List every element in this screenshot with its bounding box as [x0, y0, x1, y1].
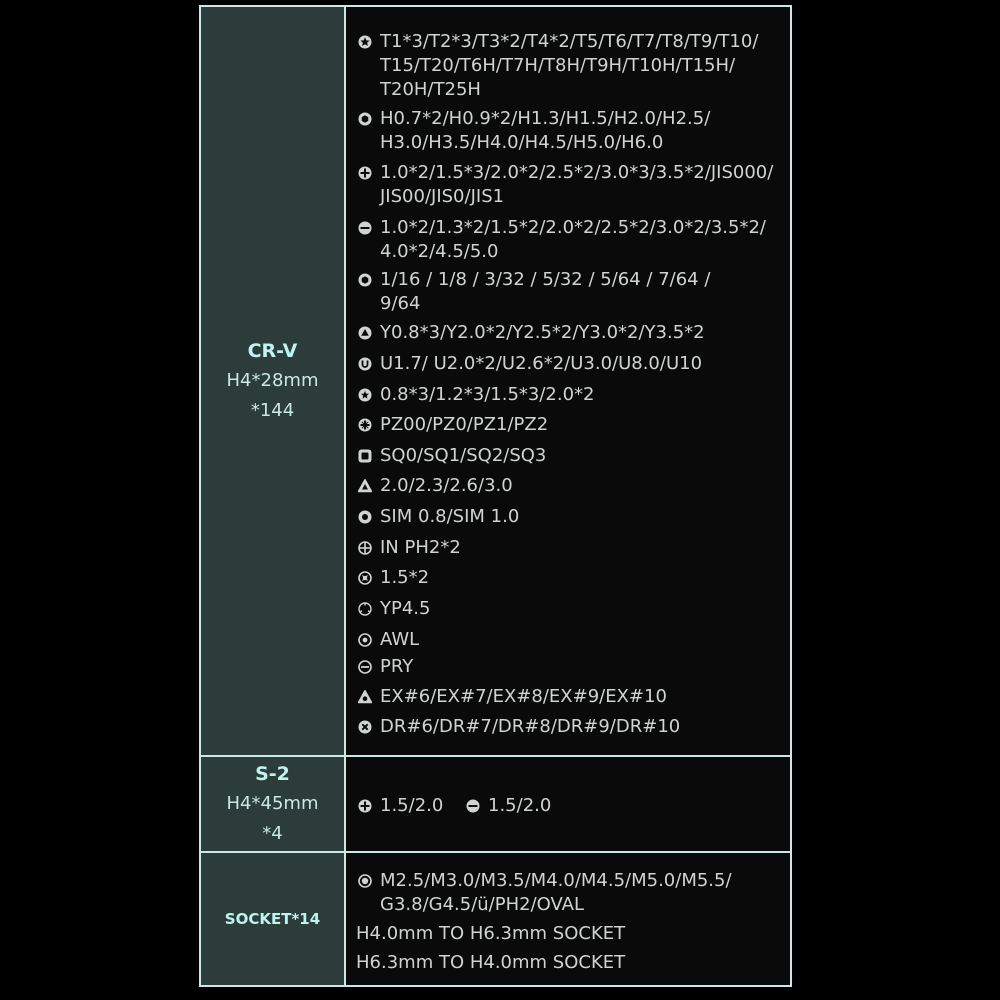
list-item	[358, 655, 413, 679]
socket-icon	[358, 874, 372, 888]
label-cell-s2	[199, 755, 346, 853]
item-text: PRY	[380, 656, 414, 677]
list-item	[358, 628, 419, 652]
list-item	[358, 536, 461, 560]
list-item	[358, 268, 710, 316]
slotted-icon	[358, 221, 372, 235]
table-row-s2	[199, 755, 792, 853]
item-text: DR#6/DR#7/DR#8/DR#9/DR#10	[380, 716, 681, 737]
pry-icon	[358, 660, 372, 674]
row-size: H4*28mm	[226, 370, 319, 391]
item-text: EX#6/EX#7/EX#8/EX#9/EX#10	[380, 686, 667, 707]
item-text: T1*3/T2*3/T3*2/T4*2/T5/T6/T7/T8/T9/T10/ T15/T20/T6H/T7H/T8H/T9H/T10H/T15H/ T20H/T25H	[380, 31, 759, 100]
label-cell-crv	[199, 5, 346, 757]
item-text: 1.5/2.0	[380, 795, 444, 816]
triangle-icon	[358, 479, 372, 493]
item-text: M2.5/M3.0/M3.5/M4.0/M4.5/M5.0/M5.5/ G3.8/G4.5/ü/PH2/OVAL	[380, 870, 732, 915]
row-size: H4*45mm	[226, 793, 319, 814]
list-item	[358, 352, 702, 376]
item-text: 0.8*3/1.2*3/1.5*3/2.0*2	[380, 384, 595, 405]
item-text: 1.0*2/1.3*2/1.5*2/2.0*2/2.5*2/3.0*2/3.5*2/ 4.0*2/4.5/5.0	[380, 217, 766, 262]
list-item	[358, 161, 773, 209]
item-text: 1.0*2/1.5*3/2.0*2/2.5*2/3.0*3/3.5*2/JIS000/ JIS00/JIS0/JIS1	[380, 162, 774, 207]
item-text: 2.0/2.3/2.6/3.0	[380, 475, 513, 496]
phillips-icon	[358, 799, 372, 813]
item-text: 1.5*2	[380, 567, 430, 588]
item-text: U1.7/ U2.0*2/U2.6*2/U3.0/U8.0/U10	[380, 353, 703, 374]
item-text: SQ0/SQ1/SQ2/SQ3	[380, 445, 547, 466]
label-cell-socket	[199, 851, 346, 987]
list-item	[358, 869, 732, 917]
list-item	[358, 505, 519, 529]
item-text: IN PH2*2	[380, 537, 461, 558]
list-item	[358, 321, 705, 345]
item-text: YP4.5	[380, 598, 431, 619]
item-text: AWL	[380, 629, 420, 650]
item-text: Y0.8*3/Y2.0*2/Y2.5*2/Y3.0*2/Y3.5*2	[380, 322, 705, 343]
slotted-icon	[466, 799, 480, 813]
row-heading: SOCKET*14	[224, 910, 321, 928]
table-row-socket	[199, 851, 792, 987]
list-item	[358, 474, 513, 498]
item-text: 1/16 / 1/8 / 3/32 / 5/32 / 5/64 / 7/64 / 9/64	[380, 269, 711, 314]
square-icon	[358, 449, 372, 463]
list-item	[358, 30, 758, 102]
torx-star-icon	[358, 35, 372, 49]
bit-spec-table	[199, 5, 792, 987]
dr-icon	[358, 720, 372, 734]
item-text: SIM 0.8/SIM 1.0	[380, 506, 520, 527]
ex-icon	[358, 690, 372, 704]
list-item	[358, 794, 443, 818]
pozidriv-icon	[358, 418, 372, 432]
list-item	[358, 107, 710, 155]
list-item	[358, 383, 595, 407]
pentalobe-icon	[358, 388, 372, 402]
list-item	[358, 444, 546, 468]
cross-x-icon	[358, 571, 372, 585]
hex-icon	[358, 112, 372, 126]
table-row-crv	[199, 5, 792, 757]
row-heading: CR-V	[247, 340, 298, 362]
content-cell-socket	[344, 851, 792, 987]
u-type-icon	[358, 357, 372, 371]
socket-line: H6.3mm TO H4.0mm SOCKET	[356, 952, 626, 973]
list-item	[358, 685, 667, 709]
row-heading: S-2	[255, 763, 290, 785]
row-count: *4	[262, 823, 283, 844]
list-item	[358, 715, 680, 739]
socket-line: H4.0mm TO H6.3mm SOCKET	[356, 923, 626, 944]
list-item	[358, 413, 548, 437]
list-item	[466, 794, 551, 818]
in-phillips-icon	[358, 541, 372, 555]
list-item	[358, 566, 429, 590]
row-count: *144	[250, 400, 295, 421]
item-text: PZ00/PZ0/PZ1/PZ2	[380, 414, 549, 435]
list-item	[358, 216, 766, 264]
awl-icon	[358, 633, 372, 647]
tri-point-icon	[358, 602, 372, 616]
phillips-icon	[358, 166, 372, 180]
inch-hex-icon	[358, 273, 372, 287]
tri-wing-icon	[358, 326, 372, 340]
item-text: 1.5/2.0	[488, 795, 552, 816]
item-text: H0.7*2/H0.9*2/H1.3/H1.5/H2.0/H2.5/ H3.0/H3.5/H4.0/H4.5/H5.0/H6.0	[380, 108, 711, 153]
content-cell-s2	[344, 755, 792, 853]
list-item	[358, 597, 430, 621]
content-cell-crv	[344, 5, 792, 757]
sim-icon	[358, 510, 372, 524]
